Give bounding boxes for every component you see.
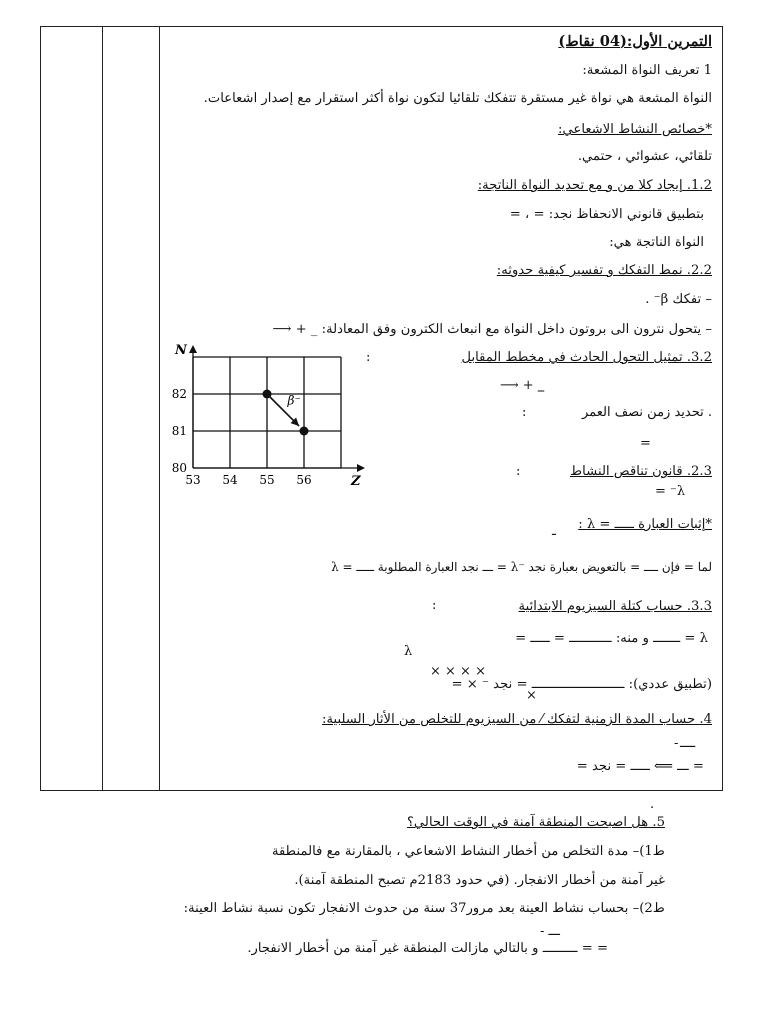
q22-decay-type: – تفكك β⁻ . [645,292,712,307]
q5-path1-line-b: غير آمنة من أخطار الانفجار. (في حدود 2183م تصبح المنطقة آمنة). [294,873,665,888]
q32-equation: ⟶ + ‗ [500,378,545,393]
exercise-title: التمرين الأول:(04 نقاط) [558,33,712,50]
half-life-equals: = [640,436,651,451]
q33-numerator: × × × × [430,664,486,679]
prove-line: لما = فإن ــــ = بالتعويض بعبارة نجد ⁻λ = ـــ نجد العبارة المطلوبة ـــــ = λ [331,560,712,574]
q22-heading: 2.2. نمط التفكك و تفسير كيفية حدوثه: [496,263,712,278]
q5-conclusion: = = ـــــــــ و بالتالي مازالت المنطقة غير آمنة من أخطار الانفجار. [247,941,608,956]
properties-values: تلقائي، عشوائي ، حتمي. [577,149,712,164]
q23-heading: 2.3. قانون تناقص النشاط [569,464,712,479]
q33-lambda-denominator: λ [404,644,413,659]
q33-equation-1: λ = ـــــــ و منه: ـــــــــــ = ـــــ = [515,631,708,646]
decay-label: β⁻ [287,393,301,408]
graph-axes [171,343,365,489]
q23-equation: = ⁻λ [655,484,686,499]
half-life-colon: : [522,405,527,420]
q4-result-line: = ـــ ⟸ ـــــ = نجد = [576,759,704,774]
q23-colon: : [516,464,521,479]
y-axis-label: N [175,343,187,358]
prove-label: *إثبات العبارة ـــــ = λ : [578,517,712,532]
q1-definition: النواة المشعة هي نواة غير مستقرة تتفكك تلقائيا لتكون نواة أكثر استقرار مع إصدار اشعاعات. [203,91,712,106]
grading-column-divider [102,27,103,790]
q22-explanation: – يتحول نترون الى بروتون داخل النواة مع انبعاث الكترون وفق المعادلة: _ + ⟶ [272,322,712,337]
properties-heading: *خصائص النشاط الاشعاعي: [558,122,712,137]
x-axis-label: Z [351,474,361,489]
q1-heading: 1 تعريف النواة المشعة: [582,63,712,78]
q32-heading: 3.2. تمثيل التحول الحادث في مخطط المقابل [461,350,712,365]
q5-path1-line-a: ط1)– مدة التخلص من أخطار النشاط الاشعاعي ، بالمقارنة مع فالمنطقة [271,844,665,859]
q12-conservation-line: بتطبيق قانوني الانحفاظ نجد: = ، = [509,207,704,222]
q5-mark: . [650,797,655,812]
q5-heading: 5. هل اصبحت المنطقة آمنة في الوقت الحالي؟ [406,815,665,830]
daughter-nucleus-point [300,427,309,436]
q33-heading: 3.3. حساب كتلة السيزيوم الابتدائية [518,599,712,614]
q32-colon: : [366,350,371,365]
x-axis-arrow [357,464,365,472]
half-life-label: . تحديد زمن نصف العمر [582,405,712,420]
q5-path2-fraction: - ـــ [540,924,560,939]
nz-diagram [168,343,368,490]
x-tick-label: 53 [185,473,201,487]
q4-minus-sign: - [674,736,679,751]
q5-path2-line: ط2)– بحساب نشاط العينة بعد مرور37 سنة من حدوث الانفجار تكون نسبة نشاط العينة: [183,901,665,916]
prove-mark: ـ [552,524,556,539]
parent-nucleus-point [263,390,272,399]
x-tick-label: 54 [222,473,238,487]
q33-equation-2: (تطبيق عددي): ــــــــــــــــــــــــ = نجد ⁻ × = [451,677,712,692]
x-tick-label: 55 [259,473,275,487]
y-tick-label: 81 [171,424,187,438]
y-tick-label: 80 [171,461,187,475]
q33-denominator: × [526,688,537,703]
graph-grid [193,357,341,468]
x-tick-label: 56 [296,473,312,487]
graph-points [263,390,309,436]
q12-heading: 1.2. إيجاد كلا من و مع تحديد النواة الناتجة: [477,178,712,193]
q12-product: النواة الناتجة هي: [609,235,704,250]
q4-fraction-bar: ــــ [680,736,696,751]
content-column-divider [159,27,160,790]
q4-heading: 4. حساب المدة الزمنية لتفكك ⁄ من السيزيوم للتخلص من الأثار السلبية: [322,712,712,727]
q33-colon: : [432,598,437,613]
y-tick-label: 82 [171,387,187,401]
